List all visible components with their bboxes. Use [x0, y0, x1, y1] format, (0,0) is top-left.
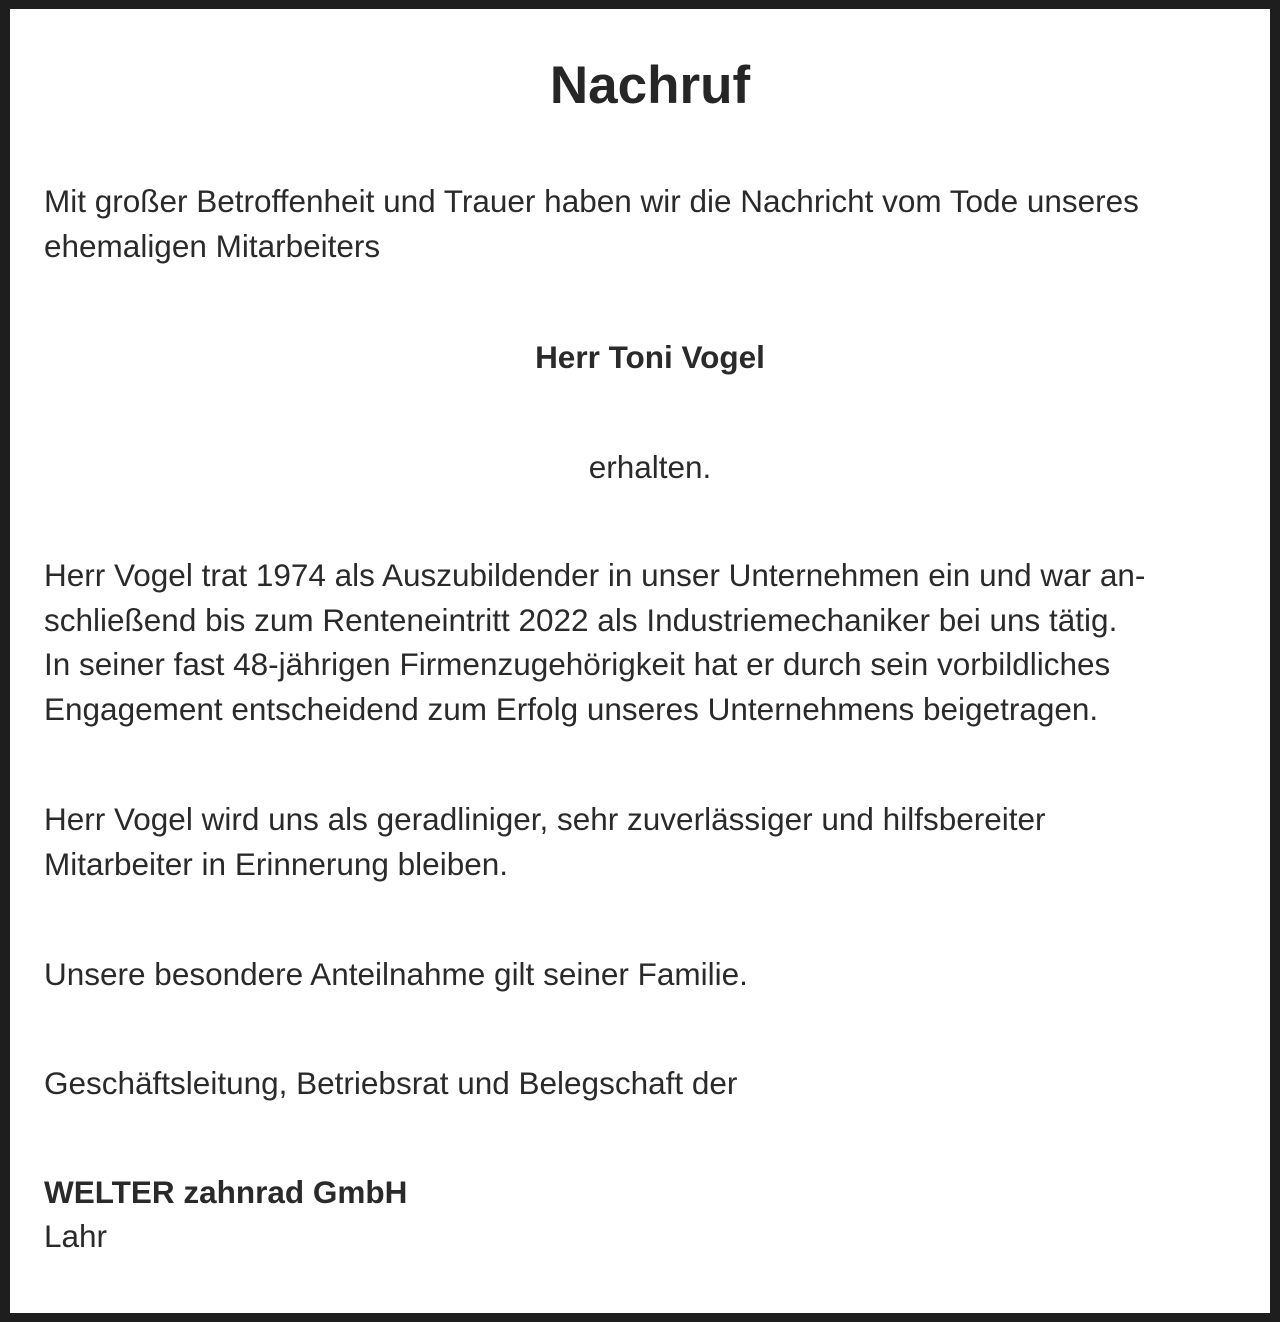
intro-line: ehemaligen Mitarbeiters: [44, 227, 381, 264]
memory-line: Herr Vogel wird uns als geradliniger, sehr zuverlässiger und hilfsbereiter: [44, 801, 1046, 837]
signatories-text: Geschäftsleitung, Betriebsrat und Belegschaft der: [44, 1065, 738, 1101]
career-line: schließend bis zum Renteneintritt 2022 als Industriemechaniker bei uns tätig.: [44, 601, 1118, 638]
condolence-text: Unsere besondere Anteilnahme gilt seiner Familie.: [44, 956, 748, 992]
company-name: WELTER zahnrad GmbH: [44, 1174, 408, 1210]
company-city: Lahr: [44, 1218, 108, 1254]
memory-paragraph: [44, 797, 1264, 886]
career-paragraph: [44, 553, 1264, 732]
received-text: erhalten.: [588, 449, 712, 485]
intro-paragraph: [44, 179, 1264, 268]
career-line: Herr Vogel trat 1974 als Auszubildender in unser Unternehmen ein und war an-: [44, 557, 1146, 593]
memory-line: Mitarbeiter in Erinnerung bleiben.: [44, 845, 509, 882]
page-title: Nachruf: [549, 56, 751, 115]
deceased-name: Herr Toni Vogel: [535, 339, 765, 375]
career-line: Engagement entscheidend zum Erfolg unseres Unternehmens beigetragen.: [44, 691, 1099, 728]
career-line: In seiner fast 48-jährigen Firmenzugehörigkeit hat er durch sein vorbildliches: [44, 646, 1111, 683]
intro-line: Mit großer Betroffenheit und Trauer haben wir die Nachricht vom Tode unseres: [44, 183, 1139, 219]
